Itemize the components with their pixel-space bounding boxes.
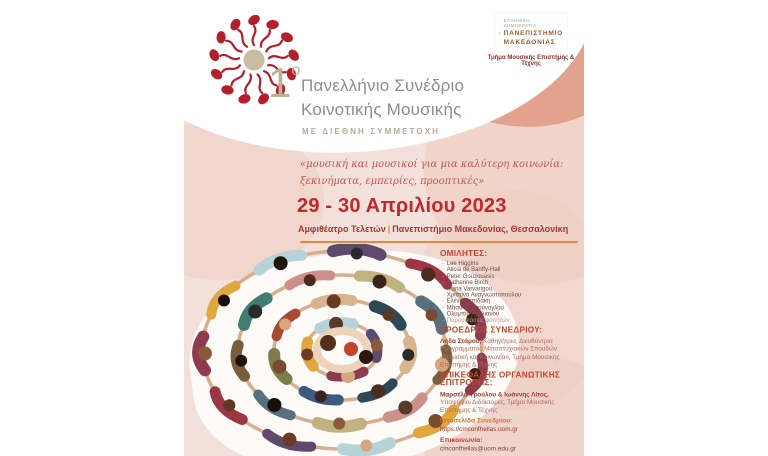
university-name-line-1: ΠΑΝΕΠΙΣΤΗΜΙΟ: [503, 29, 563, 37]
orange-divider: [300, 241, 578, 243]
speaker-item: - Χριστίνα Αναγνωστοπούλου: [442, 291, 522, 299]
university-name-line-2: ΜΑΚΕΔΟΝΙΑΣ: [503, 38, 556, 46]
venue-line: [298, 224, 568, 234]
venue-hall: Αμφιθέατρο Τελετών: [298, 224, 386, 234]
conference-dates: 29 - 30 Απριλίου 2023: [297, 195, 507, 217]
committee-names: Μαρσέλα Τρούλου & Ιωάννης Λίτος,: [440, 390, 549, 398]
conference-motto: [300, 156, 563, 190]
speakers-heading: ΟΜΙΛΗΤΕΣ:: [440, 249, 488, 259]
university-logo-texts: [504, 18, 563, 47]
president-details: [440, 337, 574, 368]
speakers-note: - Παρουσιάσεις φοιτητών: [442, 316, 510, 324]
president-heading: ΠΡΟΕΔΡΟΣ ΣΥΝΕΔΡΙΟΥ:: [440, 325, 543, 335]
edition-ordinal-suffix: ο: [291, 62, 301, 79]
conference-title: [301, 74, 464, 122]
title-line-2: Κοινοτικής Μουσικής: [301, 100, 462, 119]
venue-location: Πανεπιστήμιο Μακεδονίας, Θεσσαλονίκη: [392, 224, 569, 234]
speaker-item: - Ελένη Λαπιδάκη: [442, 297, 491, 305]
speaker-item: - Alicia de Banffy-Hall: [442, 266, 501, 273]
title-line-1: Πανελλήνιο Συνέδριο: [301, 76, 465, 95]
speakers-list: [440, 261, 574, 324]
speaker-item: - Catherine Birch: [442, 278, 489, 286]
university-department: Τμήμα Μουσικής Επιστήμης & Τέχνης: [487, 55, 575, 67]
speaker-item: - Μίτσυ Ακογιούνογλου: [442, 303, 504, 311]
hellenic-republic-label: ΕΛΛΗΝΙΚΗ ΔΗΜΟΚΡΑΤΙΑ: [503, 18, 537, 29]
contact-label: Επικοινωνία:: [440, 435, 483, 444]
university-sun-emblem: [499, 19, 501, 47]
committee-heading: ΕΠΙΚΕΦΑΛΗΣ ΟΡΓΑΝΩΤΙΚΗΣ ΕΠΙΤΡΟΠΗΣ:: [440, 370, 561, 388]
speaker-item: - Ολυμπία Αγαλιανού: [442, 310, 500, 317]
president-role: Καθηγήτρια, Διευθύντρια Προγράμματος Μεταπτυχιακών Σπουδών «Μουσική και Κοινωνία», Τμήμα Μουσικής Επιστήμης & Τέχνης: [440, 337, 560, 368]
motto-line-1: «μουσική και μουσικοί για μια καλύτερη κοινωνία:: [300, 159, 564, 170]
edition-number: [268, 59, 301, 106]
speaker-item: - Lee Higgins: [442, 259, 479, 267]
president-name: Λήδα Στάμου,: [440, 337, 482, 345]
website-label: Ιστοσελίδα Συνεδρίου:: [440, 416, 513, 424]
info-column: [440, 250, 574, 452]
conference-subtitle: ΜΕ ΔΙΕΘΝΗ ΣΥΜΜΕΤΟΧΗ: [302, 127, 441, 136]
conference-poster: [184, 0, 584, 456]
website-url[interactable]: https://cmconfhellas.uom.gr: [440, 424, 518, 433]
speaker-item: - Maria Varvarigou: [442, 284, 492, 292]
committee-role: Υποψήφιοι Διδάκτορες, Τμήμα Μουσικής Επιστήμης & Τέχνης: [440, 397, 555, 414]
university-logo-box: [495, 13, 567, 52]
edition-digit: 1: [268, 59, 292, 106]
venue-separator: |: [387, 224, 391, 234]
motto-line-2: ξεκινήματα, εμπειρίες, προοπτικές»: [300, 176, 485, 187]
speaker-item: - Peter Gouzouasis: [442, 272, 495, 280]
committee-details: [440, 390, 574, 413]
contact-email[interactable]: cmconfhellas@uom.edu.gr: [440, 444, 516, 452]
